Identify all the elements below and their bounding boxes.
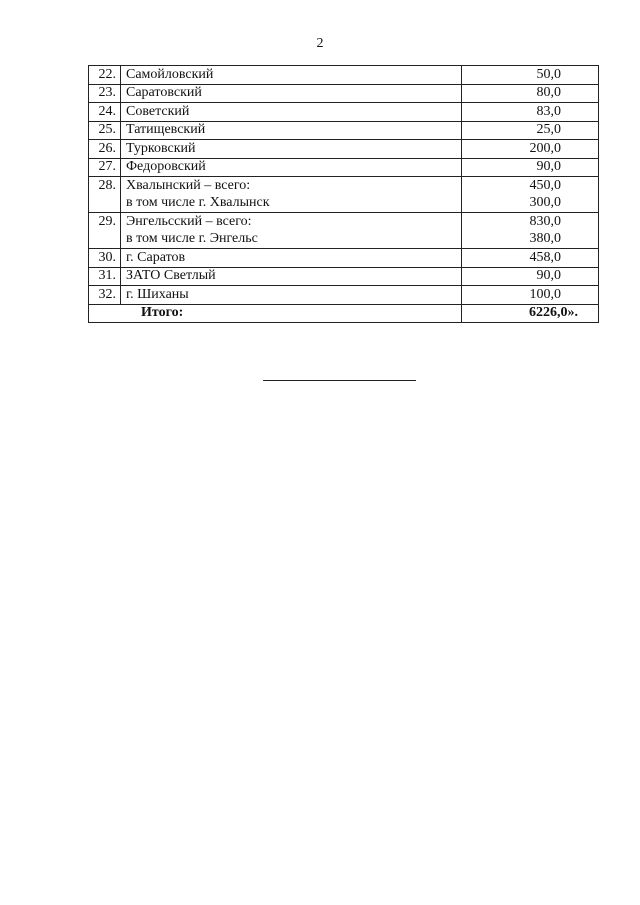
table-subrow (89, 195, 599, 213)
row-number: 22. (89, 66, 121, 85)
amount-value: 100,0 (462, 286, 599, 305)
end-divider-line (263, 380, 416, 381)
district-name: г. Шиханы (121, 286, 462, 305)
total-label: Итого: (89, 304, 462, 323)
allocation-table-body (89, 66, 599, 323)
amount-value: 90,0 (462, 158, 599, 177)
amount-value: 200,0 (462, 140, 599, 159)
row-number: 29. (89, 213, 121, 231)
table-row (89, 249, 599, 268)
district-name: Советский (121, 103, 462, 122)
total-amount: 6226,0». (462, 304, 599, 323)
row-number: 27. (89, 158, 121, 177)
district-name: ЗАТО Светлый (121, 267, 462, 286)
table-row (89, 84, 599, 103)
amount-value: 458,0 (462, 249, 599, 268)
row-number: 26. (89, 140, 121, 159)
city-name: в том числе г. Хвалынск (121, 195, 462, 213)
amount-value: 380,0 (462, 231, 599, 249)
district-name: Татищевский (121, 121, 462, 140)
district-name: г. Саратов (121, 249, 462, 268)
page-number: 2 (316, 36, 324, 51)
row-number: 30. (89, 249, 121, 268)
district-name: Самойловский (121, 66, 462, 85)
allocation-table (88, 65, 599, 323)
amount-value: 90,0 (462, 267, 599, 286)
amount-value: 80,0 (462, 84, 599, 103)
row-number: 24. (89, 103, 121, 122)
table-row (89, 140, 599, 159)
district-name: Хвалынский – всего: (121, 177, 462, 195)
city-name: в том числе г. Энгельс (121, 231, 462, 249)
row-number: 25. (89, 121, 121, 140)
district-name: Федоровский (121, 158, 462, 177)
amount-value: 830,0 (462, 213, 599, 231)
row-number: 23. (89, 84, 121, 103)
district-name: Саратовский (121, 84, 462, 103)
row-number: 32. (89, 286, 121, 305)
table-row (89, 103, 599, 122)
row-number (89, 195, 121, 213)
total-row (89, 304, 599, 323)
amount-value: 25,0 (462, 121, 599, 140)
table-row (89, 66, 599, 85)
district-name: Энгельсский – всего: (121, 213, 462, 231)
table-subrow (89, 231, 599, 249)
row-number: 31. (89, 267, 121, 286)
table-row (89, 213, 599, 231)
amount-value: 300,0 (462, 195, 599, 213)
district-name: Турковский (121, 140, 462, 159)
table-row (89, 158, 599, 177)
table-row (89, 177, 599, 195)
table-row (89, 286, 599, 305)
row-number: 28. (89, 177, 121, 195)
row-number (89, 231, 121, 249)
amount-value: 50,0 (462, 66, 599, 85)
amount-value: 83,0 (462, 103, 599, 122)
table-row (89, 267, 599, 286)
table-row (89, 121, 599, 140)
amount-value: 450,0 (462, 177, 599, 195)
